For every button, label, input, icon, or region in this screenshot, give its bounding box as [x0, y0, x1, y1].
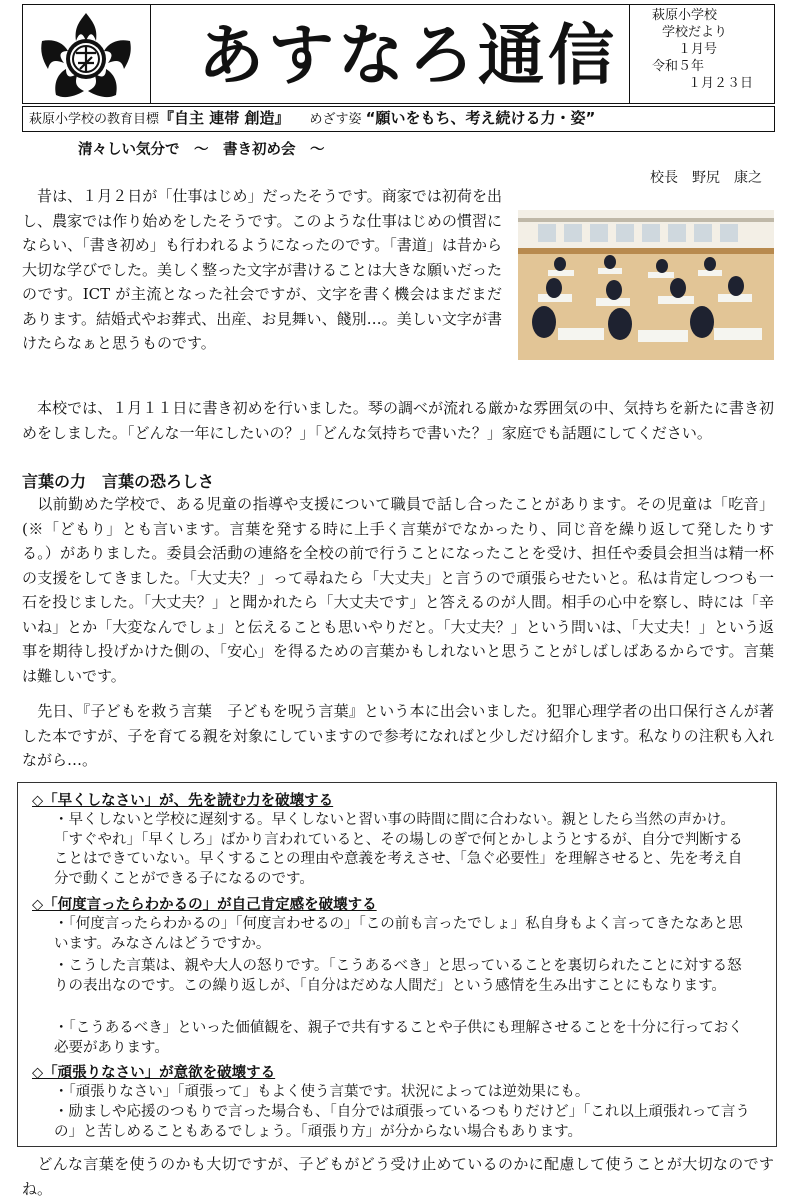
book-excerpt-box — [17, 782, 777, 1147]
issue-date: １月２３日 — [688, 76, 754, 91]
newsletter-title: あすなろ通信 — [198, 16, 618, 94]
box-item: ・早くしないと学校に遅刻する。早くしないと習い事の時間に間に合わない。親としたら当然の声かけ。「すぐやれ」「早くしろ」ばかり言われていると、その場しのぎで何とかしようとするが、自分で判断することはできていない。早くすることの理由や意義を考えさせ、「急ぐ必要性」を理解させると、先を考え自分で動くことができる子になるのです。 — [54, 812, 743, 887]
goal-value: 『自主 連帯 創造』 — [159, 109, 290, 127]
newsletter-type: 学校だより — [662, 25, 728, 40]
article-subtitle: 清々しい気分で ～ 書き初め会 ～ — [78, 142, 325, 158]
education-goal-bar — [22, 106, 775, 132]
aim-value: “願いをもち、考え続ける力・姿” — [365, 109, 596, 127]
box-item: ・「頑張りなさい」「頑張って」もよく使う言葉です。状況によっては逆効果にも。 — [54, 1084, 590, 1100]
issue-info — [629, 5, 774, 103]
closing-paragraph: どんな言葉を使うのかも大切ですが、子どもがどう受け止めているのかに配慮して使うことが大切なのですね。 — [22, 1155, 774, 1198]
paragraph-3: 以前勤めた学校で、ある児童の指導や支援について職員で話し合ったことがあります。その児童は「吃音」(※「どもり」とも言います。言葉を発する時に上手く言葉がでなかったり、同じ音を繰り返して発したりする。）がありました。委員会活動の連絡を全校の前で行うことになったことを受け、担任や委員会担当は精一杯の支援をしてきました。「大丈夫？」って尋ねたら「大丈夫」と言うので頑張らせたいと。私は肯定しつつも一石を投じました。「大丈夫？」と聞かれたら「大丈夫です」と答えるのが人間。相手の心中を察し、時には「辛いね」とか「大変なんでしょ」と伝えることも思いやりだと。「大丈夫？」という問いは、「大丈夫！」という返事を期待し投げかけた側の、「安心」を得るための言葉かもしれないと思うことがしばしばあるからです。言葉は難しいです。 — [22, 495, 774, 685]
issue-number: １月号 — [678, 42, 718, 57]
paragraph-1: 昔は、１月２日が「仕事はじめ」だったそうです。商家では初荷を出し、農家では作り始めをしたそうです。このような仕事はじめの慣習にならい、「書き初め」も行われるようになったのです。「書道」は昔から大切な学びでした。美しく整った文字が書けることは大きな願いだったのです。ICT が主流となった社会ですが、文字を書く機会はまだまだあります。結婚式やお葬式、出産、お見舞い、餞別…。美しい文字が書けたらなぁと思うものです。 — [22, 187, 503, 352]
box-heading-3: ◇「頑張りなさい」が意欲を破壊する — [32, 1065, 276, 1081]
masthead — [22, 4, 775, 104]
box-heading-2: ◇「何度言ったらわかるの」が自己肯定感を破壊する — [32, 897, 377, 913]
article-author: 校長 野尻 康之 — [650, 170, 762, 186]
box-item: ・「こうあるべき」といった価値観を、親子で共有することや子供にも理解させることを十分に行っておく必要があります。 — [54, 1020, 743, 1056]
aim-label: めざす姿 — [309, 112, 362, 127]
box-item: ・こうした言葉は、親や大人の怒りです。「こうあるべき」と思っていることを裏切られたことに対する怒りの表出なのです。この繰り返しが、「自分はだめな人間だ」という感情を生み出すことにもなります。 — [54, 958, 742, 994]
box-item: ・励ましや応援のつもりで言った場合も、「自分では頑張っているつもりだけど」「これ以上頑張れって言うの」と苦しめることもあるでしょう。「頑張り方」が分からない場合もあります。 — [54, 1104, 750, 1140]
box-heading-1: ◇「早くしなさい」が、先を読む力を破壊する — [32, 793, 334, 809]
section-heading: 言葉の力 言葉の恐ろしさ — [22, 472, 215, 491]
issue-year: 令和５年 — [652, 59, 705, 74]
school-emblem-box — [23, 5, 151, 103]
box-item: ・「何度言ったらわかるの」「何度言わせるの」「この前も言ったでしょ」私自身もよく言ってきたなあと思います。みなさんはどうですか。 — [54, 916, 743, 952]
school-name: 萩原小学校 — [652, 8, 718, 23]
calligraphy-photo — [518, 210, 774, 360]
goal-label: 萩原小学校の教育目標 — [29, 112, 160, 127]
school-emblem-icon — [38, 11, 134, 99]
paragraph-4: 先日、『子どもを救う言葉 子どもを呪う言葉』という本に出会いました。犯罪心理学者の出口保行さんが著した本ですが、子を育てる親を対象にしていますので参考になればと少しだけ紹介します。私なりの注釈も入れながら…。 — [22, 702, 774, 769]
paragraph-2: 本校では、１月１１日に書き初めを行いました。琴の調べが流れる厳かな雰囲気の中、気持ちを新たに書き初めをしました。「どんな一年にしたいの？」「どんな気持ちで書いた？」家庭でも話題にしてください。 — [22, 399, 774, 442]
